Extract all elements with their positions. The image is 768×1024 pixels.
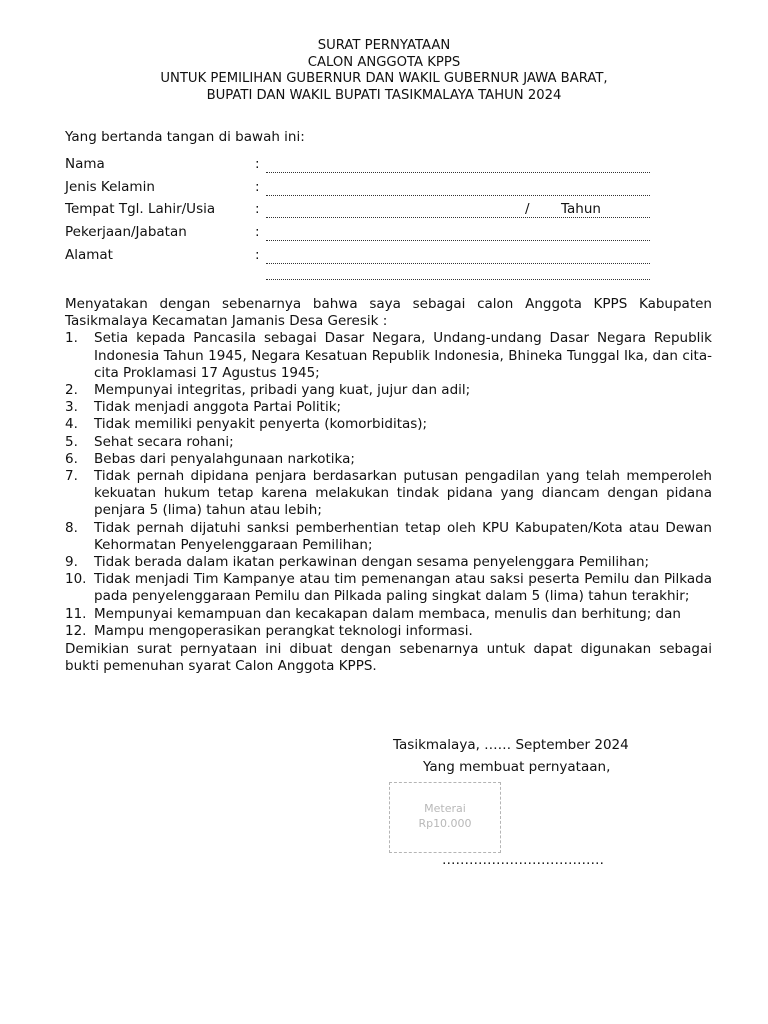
form-row-alamat <box>65 247 665 270</box>
form-label-jenis-kelamin: Jenis Kelamin <box>65 178 155 195</box>
identity-form <box>65 156 665 269</box>
document-title <box>0 38 768 104</box>
title-line-2: CALON ANGGOTA KPPS <box>307 54 461 70</box>
list-item-text: Tidak pernah dijatuhi sanksi pemberhentian tetap oleh KPU Kabupaten/Kota atau Dewan Kehormatan Penyelenggaraan Pemilihan; <box>94 519 712 553</box>
list-item <box>65 451 712 468</box>
form-label-tempat-tgl-lahir: Tempat Tgl. Lahir/Usia <box>65 201 216 218</box>
list-item <box>65 434 712 451</box>
list-item-text: Mampu mengoperasikan perangkat teknologi informasi. <box>94 622 473 639</box>
list-item-text: Mempunyai kemampuan dan kecakapan dalam membaca, menulis dan berhitung; dan <box>94 605 681 622</box>
list-item-text: Setia kepada Pancasila sebagai Dasar Negara, Undang-undang Dasar Negara Republik Indonesia Tahun 1945, Negara Kesatuan Republik Indonesia, Bhineka Tunggal Ika, dan cita-cita Proklamasi 17 Agustus 1945; <box>94 330 712 381</box>
list-number: 8. <box>65 519 78 536</box>
signer-caption: Yang membuat pernyataan, <box>423 759 611 775</box>
form-colon: : <box>255 201 260 218</box>
list-item <box>65 623 712 640</box>
form-colon: : <box>255 246 260 263</box>
statement-body <box>65 296 712 675</box>
title-line-4: BUPATI DAN WAKIL BUPATI TASIKMALAYA TAHUN 2024 <box>206 87 562 103</box>
list-item-text: Tidak berada dalam ikatan perkawinan dengan sesama penyelenggara Pemilihan; <box>94 554 650 571</box>
list-item-text: Sehat secara rohani; <box>94 433 234 450</box>
age-separator: / <box>525 201 530 218</box>
statement-paragraph: Menyatakan dengan sebenarnya bahwa saya sebagai calon Anggota KPPS Kabupaten Tasikmalaya Kecamatan Jamanis Desa Geresik : <box>65 296 712 330</box>
stamp-duty-box <box>389 782 501 853</box>
list-item <box>65 399 712 416</box>
intro-text: Yang bertanda tangan di bawah ini: <box>65 129 305 145</box>
form-colon: : <box>255 224 260 241</box>
list-item-text: Bebas dari penyalahgunaan narkotika; <box>94 450 355 467</box>
list-number: 1. <box>65 330 78 347</box>
list-number: 2. <box>65 382 78 399</box>
form-row-jenis-kelamin <box>65 179 665 202</box>
list-number: 5. <box>65 433 78 450</box>
pekerjaan-field[interactable] <box>266 240 650 241</box>
list-item-text: Tidak menjadi Tim Kampanye atau tim pemenangan atau saksi peserta Pemilu dan Pilkada pada penyelenggaraan Pemilu dan Pilkada paling singkat dalam 5 (lima) tahun terakhir; <box>94 571 712 605</box>
title-line-1: SURAT PERNYATAAN <box>317 38 451 53</box>
form-colon: : <box>255 178 260 195</box>
form-row-pekerjaan <box>65 224 665 247</box>
form-row-tempat-tgl-lahir <box>65 201 665 224</box>
list-number: 11. <box>65 605 87 622</box>
requirements-list <box>65 330 712 640</box>
list-number: 6. <box>65 450 78 467</box>
list-item <box>65 520 712 554</box>
list-number: 10. <box>65 571 87 588</box>
alamat-field-line-2[interactable] <box>266 279 650 280</box>
list-number: 7. <box>65 468 78 485</box>
list-item-text: Mempunyai integritas, pribadi yang kuat, jujur dan adil; <box>94 382 471 399</box>
list-item <box>65 468 712 520</box>
tempat-tgl-lahir-field[interactable] <box>266 217 650 218</box>
list-item <box>65 382 712 399</box>
list-number: 4. <box>65 416 78 433</box>
jenis-kelamin-field[interactable] <box>266 195 650 196</box>
stamp-label: Meterai <box>424 802 466 815</box>
list-number: 12. <box>65 622 87 639</box>
list-item-text: Tidak pernah dipidana penjara berdasarkan putusan pengadilan yang telah memperoleh kekuatan hukum tetap karena melakukan tindak pidana yang diancam dengan pidana penjara 5 (lima) tahun atau lebih; <box>94 468 712 519</box>
list-item-text: Tidak menjadi anggota Partai Politik; <box>94 399 342 416</box>
form-label-alamat: Alamat <box>65 246 113 263</box>
alamat-field[interactable] <box>266 263 650 264</box>
list-item <box>65 571 712 605</box>
list-number: 9. <box>65 554 78 571</box>
signature-name-line[interactable]: ……………………………… <box>442 852 604 868</box>
age-unit-label: Tahun <box>561 201 601 218</box>
list-number: 3. <box>65 399 78 416</box>
place-date: Tasikmalaya, …… September 2024 <box>393 737 629 753</box>
form-colon: : <box>255 156 260 172</box>
form-label-pekerjaan: Pekerjaan/Jabatan <box>65 224 187 241</box>
title-line-3: UNTUK PEMILIHAN GUBERNUR DAN WAKIL GUBERNUR JAWA BARAT, <box>160 71 608 86</box>
list-item <box>65 554 712 571</box>
form-label-nama: Nama <box>65 156 105 172</box>
list-item <box>65 606 712 623</box>
closing-paragraph: Demikian surat pernyataan ini dibuat dengan sebenarnya untuk dapat digunakan sebagai bukti pemenuhan syarat Calon Anggota KPPS. <box>65 641 712 675</box>
nama-field[interactable] <box>266 172 650 173</box>
list-item-text: Tidak memiliki penyakit penyerta (komorbiditas); <box>94 416 428 433</box>
list-item <box>65 416 712 433</box>
stamp-value: Rp10.000 <box>418 817 472 830</box>
form-row-nama <box>65 156 665 179</box>
list-item <box>65 330 712 382</box>
